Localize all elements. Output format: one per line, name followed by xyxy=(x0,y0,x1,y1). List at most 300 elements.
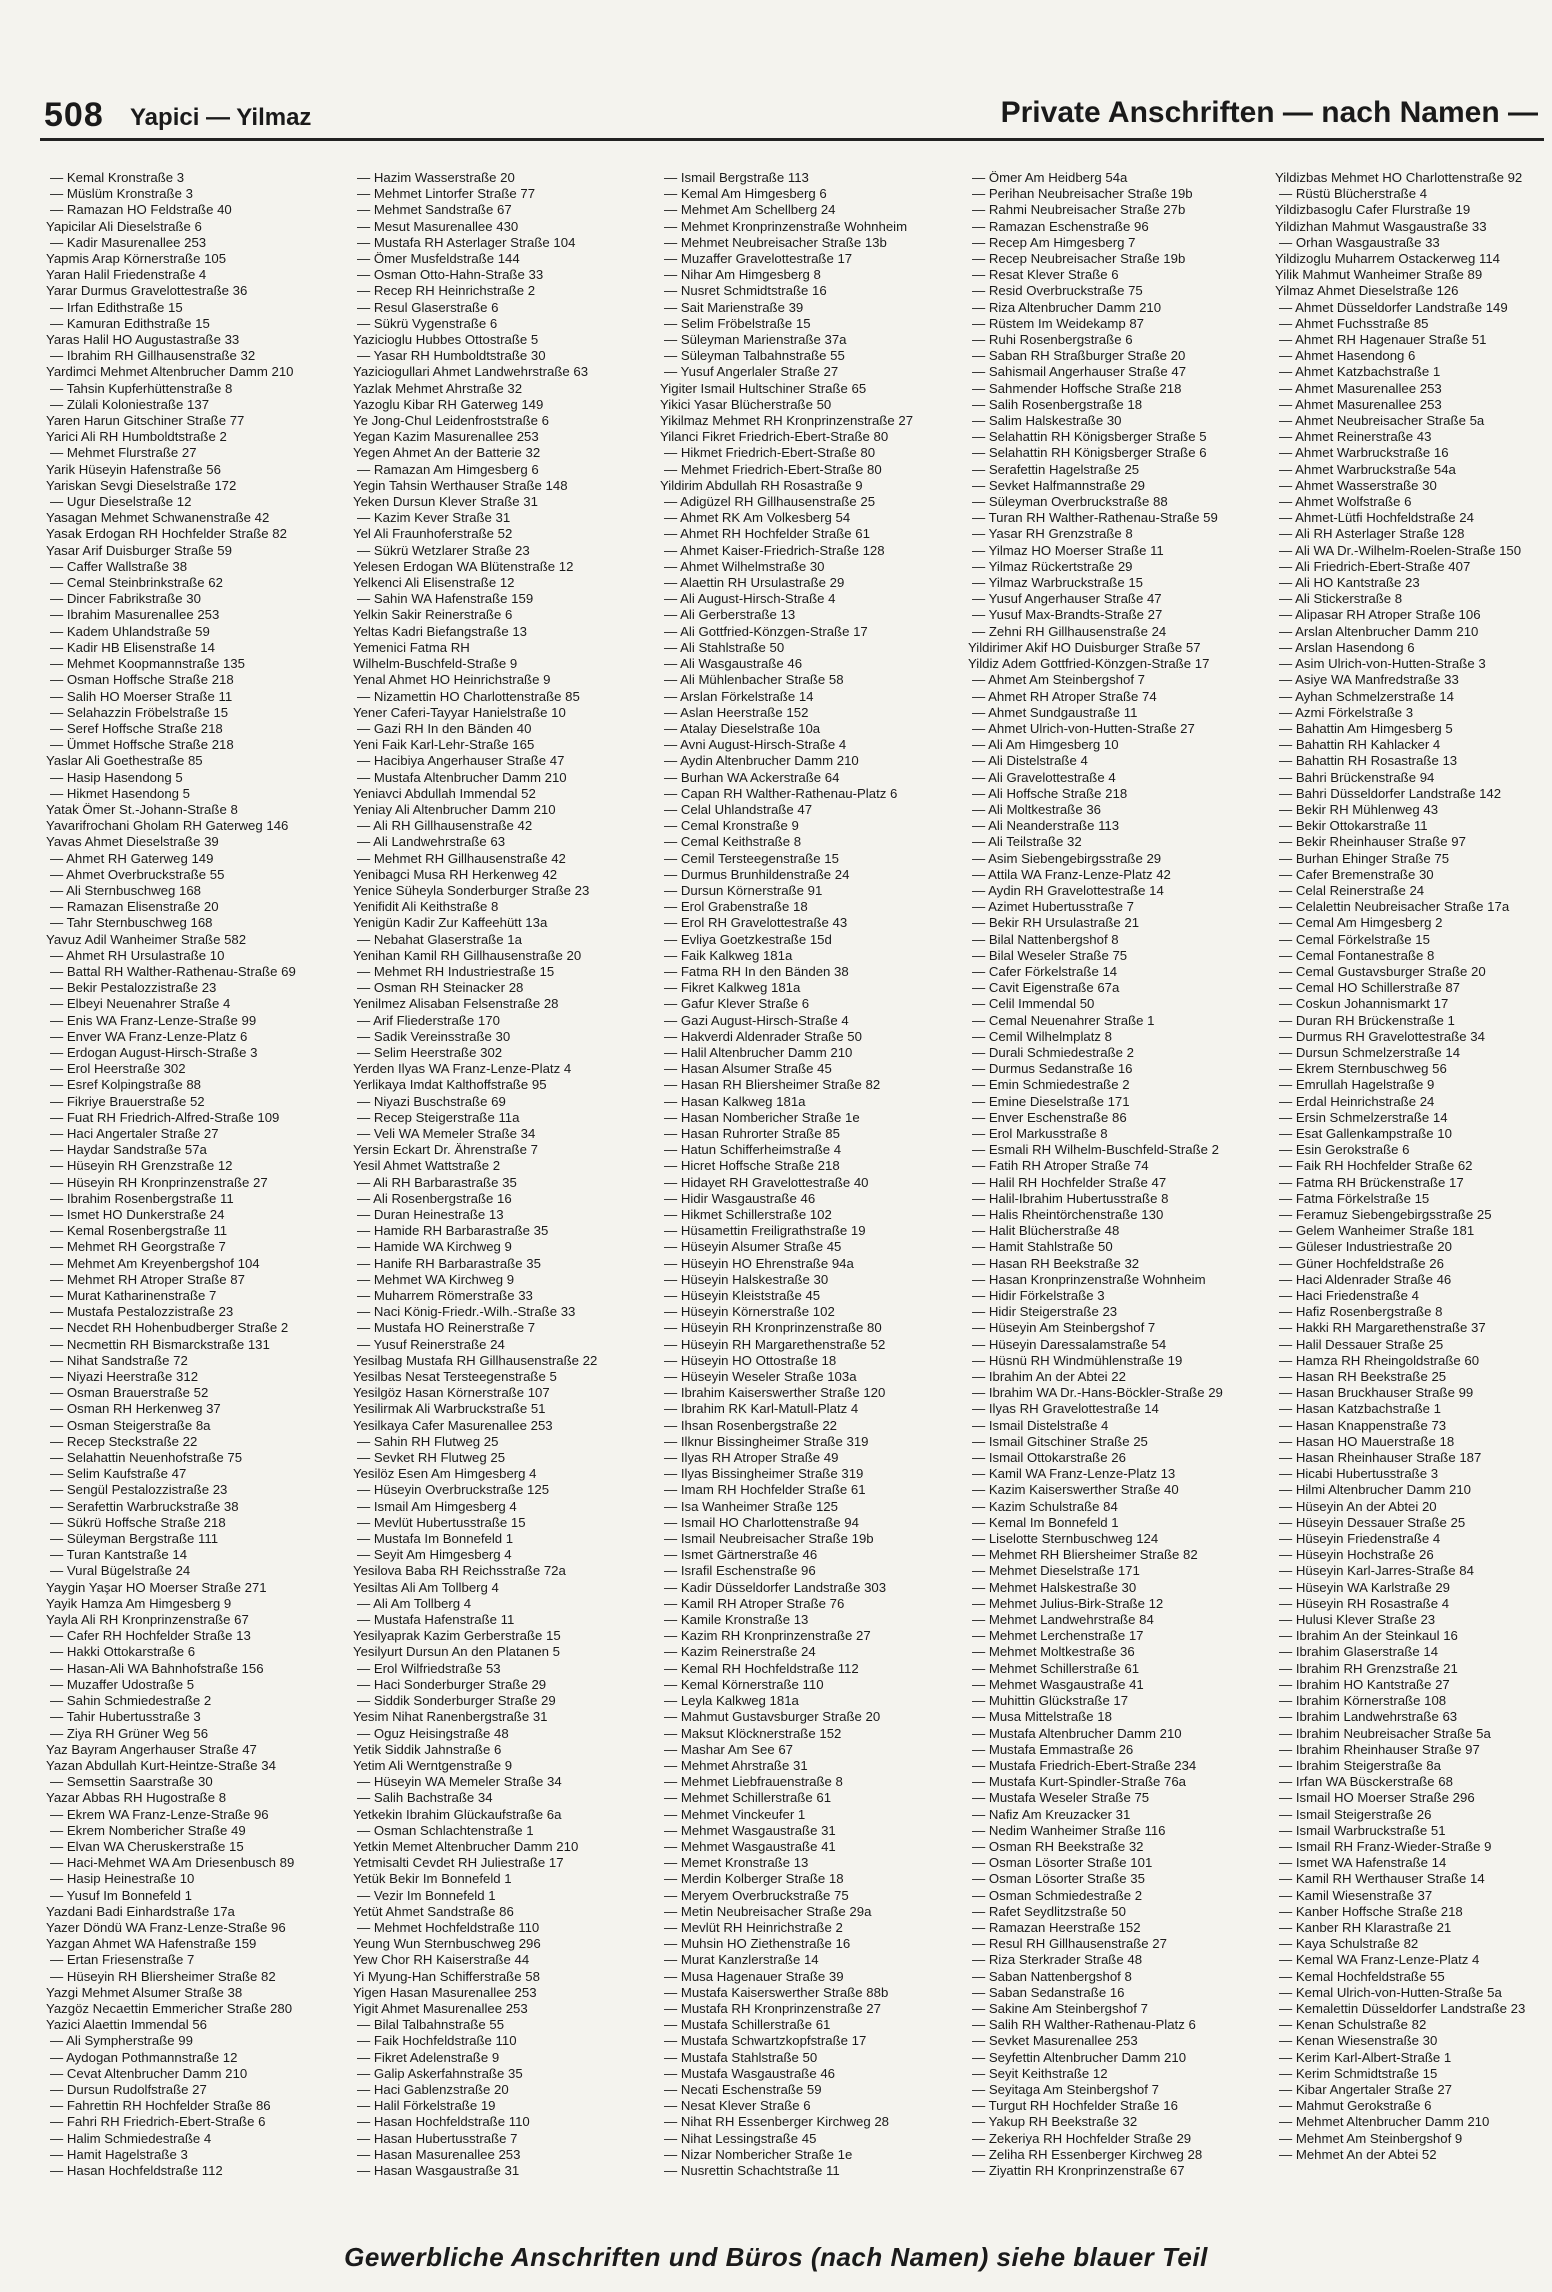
directory-entry: — Gelem Wanheimer Straße 181 xyxy=(1279,1223,1475,1239)
directory-entry: — Ali Landwehrstraße 63 xyxy=(357,834,506,850)
directory-entry: — Fatma RH In den Bänden 38 xyxy=(664,963,849,979)
directory-entry: — Mustafa Friedrich-Ebert-Straße 234 xyxy=(972,1757,1197,1773)
directory-entry: — Haci Gablenzstraße 20 xyxy=(357,2081,509,2097)
page-header xyxy=(0,0,1552,140)
directory-entry: — Hilmi Altenbrucher Damm 210 xyxy=(1279,1482,1472,1498)
directory-entry: — Alipasar RH Atroper Straße 106 xyxy=(1279,607,1481,623)
directory-entry: — Bahri Düsseldorfer Landstraße 142 xyxy=(1279,785,1502,801)
directory-entry: — Ahmet Neubreisacher Straße 5a xyxy=(1279,413,1485,429)
directory-entry: — Fahri RH Friedrich-Ebert-Straße 6 xyxy=(50,2114,266,2130)
directory-entry: — Haci Sonderburger Straße 29 xyxy=(357,1676,547,1692)
directory-entry: — Mehmet Flurstraße 27 xyxy=(50,445,197,461)
directory-entry: — Hüsnü RH Windmühlenstraße 19 xyxy=(972,1352,1183,1368)
directory-entry: Yardimci Mehmet Altenbrucher Damm 210 xyxy=(46,364,294,380)
directory-entry: — Mustafa Altenbrucher Damm 210 xyxy=(357,769,567,785)
directory-entry: — Ahmet Katzbachstraße 1 xyxy=(1279,364,1441,380)
directory-entry: — Kazim Schulstraße 84 xyxy=(972,1498,1118,1514)
directory-entry: — Ibrahim HO Kantstraße 27 xyxy=(1279,1676,1450,1692)
directory-entry: — Celil Immendal 50 xyxy=(972,996,1095,1012)
directory-column-4 xyxy=(968,170,1268,2179)
directory-entry: — Hasip Heinestraße 10 xyxy=(50,1871,195,1887)
directory-entry: Yegan Kazim Masurenallee 253 xyxy=(353,429,539,445)
directory-entry: — Aslan Heerstraße 152 xyxy=(664,704,809,720)
directory-entry: — Selim Heerstraße 302 xyxy=(357,1044,503,1060)
directory-entry: — Hasan Alsumer Straße 45 xyxy=(664,1061,832,1077)
directory-entry: — Perihan Neubreisacher Straße 19b xyxy=(972,186,1193,202)
directory-entry: — Duran Heinestraße 13 xyxy=(357,1207,504,1222)
directory-entry: — Hidayet RH Gravelottestraße 40 xyxy=(664,1174,869,1190)
directory-entry: — Galip Askerfahnstraße 35 xyxy=(357,2065,523,2081)
directory-listing xyxy=(46,170,1546,2178)
directory-entry: — Asim Ulrich-von-Hutten-Straße 3 xyxy=(1279,656,1486,672)
directory-entry: — Murat Kanzlerstraße 14 xyxy=(664,1952,819,1968)
directory-entry: Yasak Erdogan RH Hochfelder Straße 82 xyxy=(46,526,287,542)
directory-entry: — Sevket Halfmannstraße 29 xyxy=(972,477,1145,493)
directory-entry: — Mesut Masurenallee 430 xyxy=(357,218,519,234)
directory-entry: — Kadir Masurenallee 253 xyxy=(50,234,207,250)
directory-entry: — Halil Dessauer Straße 25 xyxy=(1279,1336,1444,1352)
directory-entry: — Cemal Gustavsburger Straße 20 xyxy=(1279,963,1486,979)
directory-entry: Yazan Abdullah Kurt-Heintze-Straße 34 xyxy=(46,1757,276,1773)
directory-entry: — Ibrahim WA Dr.-Hans-Böckler-Straße 29 xyxy=(972,1385,1223,1401)
directory-entry: — Necdet RH Hohenbudberger Straße 2 xyxy=(50,1320,289,1336)
directory-entry: — Selahattin RH Königsberger Straße 5 xyxy=(972,429,1207,445)
directory-entry: Yikilmaz Mehmet RH Kronprinzenstraße 27 xyxy=(660,413,914,429)
directory-entry: — Ali Gravelottestraße 4 xyxy=(972,769,1116,785)
directory-entry: — Erol Heerstraße 302 xyxy=(50,1061,186,1077)
directory-entry: — Salih Rosenbergstraße 18 xyxy=(972,396,1143,412)
directory-entry: — Salih HO Moerser Straße 11 xyxy=(50,688,233,704)
directory-entry: — Mehmet Schillerstraße 61 xyxy=(664,1790,832,1806)
directory-entry: — Capan RH Walther-Rathenau-Platz 6 xyxy=(664,785,898,801)
directory-entry: — Elvan WA Cheruskerstraße 15 xyxy=(50,1838,244,1854)
directory-entry: — Caffer Wallstraße 38 xyxy=(50,558,188,574)
directory-entry: — Ibrahim Kaiserswerther Straße 120 xyxy=(664,1385,886,1401)
directory-entry: — Zekeriya RH Hochfelder Straße 29 xyxy=(972,2130,1192,2146)
directory-entry: — Ibrahim RH Grenzstraße 21 xyxy=(1279,1660,1458,1676)
directory-entry: — Hüseyin RH Kronprinzenstraße 80 xyxy=(664,1320,882,1336)
directory-entry: — Mehmet Wasgaustraße 31 xyxy=(664,1822,836,1838)
directory-entry: — Riza Altenbrucher Damm 210 xyxy=(972,299,1162,315)
directory-entry: — Asiye WA Manfredstraße 33 xyxy=(1279,672,1459,688)
directory-entry: — Selahattin Neuenhofstraße 75 xyxy=(50,1450,243,1466)
directory-entry: — Irfan Edithstraße 15 xyxy=(50,299,183,315)
directory-entry: — Ramazan HO Feldstraße 40 xyxy=(50,202,232,218)
directory-entry: — Zülali Koloniestraße 137 xyxy=(50,396,210,412)
directory-entry: Yesilirmak Ali Warbruckstraße 51 xyxy=(353,1401,546,1417)
directory-entry: — Ali August-Hirsch-Straße 4 xyxy=(664,591,836,607)
directory-entry: — Ilyas Bissingheimer Straße 319 xyxy=(664,1466,864,1482)
directory-entry: — Kanber Hoffsche Straße 218 xyxy=(1279,1903,1463,1919)
directory-entry: — Cemil Wilhelmplatz 8 xyxy=(972,1028,1112,1044)
directory-entry: — Hamide RH Barbarastraße 35 xyxy=(357,1223,549,1239)
directory-entry: — Mustafa Kaiserswerther Straße 88b xyxy=(664,1984,889,2000)
directory-entry: — Siddik Sonderburger Straße 29 xyxy=(357,1693,556,1709)
directory-entry: — Kadem Uhlandstraße 59 xyxy=(50,623,210,639)
directory-entry: — Bilal Nattenbergshof 8 xyxy=(972,931,1119,947)
directory-entry: — Ibrahim Steigerstraße 8a xyxy=(1279,1757,1441,1773)
directory-entry: — Sahmender Hoffsche Straße 218 xyxy=(972,380,1182,396)
directory-entry: — Ramazan Am Himgesberg 6 xyxy=(357,461,539,477)
directory-entry: — Hasan Masurenallee 253 xyxy=(357,2146,521,2162)
directory-entry: — Enis WA Franz-Lenze-Straße 99 xyxy=(50,1012,257,1028)
directory-entry: — Sükrü Vygenstraße 6 xyxy=(357,315,498,331)
directory-entry: — Nizar Nombericher Straße 1e xyxy=(664,2146,853,2162)
directory-entry: — Hüsamettin Freiligrathstraße 19 xyxy=(664,1223,866,1239)
directory-entry: — Ismet WA Hafenstraße 14 xyxy=(1279,1855,1447,1871)
directory-entry: Yapicilar Ali Dieselstraße 6 xyxy=(46,218,202,234)
directory-entry: — Mustafa Weseler Straße 75 xyxy=(972,1790,1150,1806)
directory-entry: — Cevat Altenbrucher Damm 210 xyxy=(50,2065,248,2081)
directory-entry: — Niyazi Heerstraße 312 xyxy=(50,1369,199,1385)
directory-entry: — Yakup RH Beekstraße 32 xyxy=(972,2114,1138,2130)
directory-entry: Wilhelm-Buschfeld-Straße 9 xyxy=(353,656,518,672)
directory-entry: — Ahmet RH Hagenauer Straße 51 xyxy=(1279,332,1487,348)
directory-entry: — Sakine Am Steinbergshof 7 xyxy=(972,2000,1148,2016)
directory-entry: Yazdani Badi Einhardstraße 17a xyxy=(46,1903,235,1919)
directory-entry: — Ismail RH Franz-Wieder-Straße 9 xyxy=(1279,1838,1492,1854)
directory-entry: — Semsettin Saarstraße 30 xyxy=(50,1774,213,1790)
directory-entry: Yener Caferi-Tayyar Hanielstraße 10 xyxy=(353,704,566,720)
directory-entry: — Cafer Bremenstraße 30 xyxy=(1279,866,1434,882)
directory-entry: — Yilmaz HO Moerser Straße 11 xyxy=(972,542,1164,558)
directory-entry: — Mehmet Koopmannstraße 135 xyxy=(50,656,245,672)
directory-entry: — Israfil Eschenstraße 96 xyxy=(664,1563,816,1579)
directory-entry: — Elbeyi Neuenahrer Straße 4 xyxy=(50,996,231,1012)
directory-entry: — Yusuf Angerlaler Straße 27 xyxy=(664,364,839,380)
directory-entry: Yesilkaya Cafer Masurenallee 253 xyxy=(353,1417,553,1433)
directory-entry: — Salih Bachstraße 34 xyxy=(357,1790,493,1806)
directory-entry: — Güner Hochfeldstraße 26 xyxy=(1279,1255,1444,1271)
directory-entry: — Mehmet RH Gillhausenstraße 42 xyxy=(357,850,566,866)
directory-entry: — Ali Sympherstraße 99 xyxy=(50,2033,193,2049)
directory-entry: — Hüseyin Dessauer Straße 25 xyxy=(1279,1514,1466,1530)
directory-entry: — Nesat Klever Straße 6 xyxy=(664,2098,811,2114)
directory-entry: — Zeliha RH Essenberger Kirchweg 28 xyxy=(972,2146,1203,2162)
directory-entry: — Mehmet Julius-Birk-Straße 12 xyxy=(972,1595,1164,1611)
directory-entry: — Ismail Distelstraße 4 xyxy=(972,1417,1109,1433)
directory-entry: Yenilmez Alisaban Felsenstraße 28 xyxy=(353,996,559,1012)
directory-entry: — Arslan Hasendong 6 xyxy=(1279,639,1415,655)
directory-entry: Yenice Süheyla Sonderburger Straße 23 xyxy=(353,882,590,898)
directory-entry: — Burhan Ehinger Straße 75 xyxy=(1279,850,1450,866)
directory-entry: — Hüseyin An der Abtei 20 xyxy=(1279,1498,1437,1514)
directory-entry: — Hacibiya Angerhauser Straße 47 xyxy=(357,753,565,769)
directory-entry: — Mehmet RH Atroper Straße 87 xyxy=(50,1271,245,1287)
directory-entry: — Ali Stahlstraße 50 xyxy=(664,639,785,655)
directory-entry: Yelesen Erdogan WA Blütenstraße 12 xyxy=(353,558,574,574)
directory-entry: — Recep Steigerstraße 11a xyxy=(357,1109,520,1125)
directory-entry: Yenal Ahmet HO Heinrichstraße 9 xyxy=(353,672,551,688)
directory-entry: — Mehmet Dieselstraße 171 xyxy=(972,1563,1140,1579)
directory-entry: — Ibrahim An der Steinkaul 16 xyxy=(1279,1628,1458,1644)
directory-entry: — Hamit Hagelstraße 3 xyxy=(50,2146,188,2162)
directory-entry: — Mehmet Lintorfer Straße 77 xyxy=(357,186,536,202)
directory-entry: — Ali RH Asterlager Straße 128 xyxy=(1279,526,1465,542)
directory-entry: — Riza Sterkrader Straße 48 xyxy=(972,1952,1143,1968)
directory-entry: — Selim Kaufstraße 47 xyxy=(50,1466,187,1482)
directory-entry: Yasagan Mehmet Schwanenstraße 42 xyxy=(46,510,270,526)
directory-entry: — Celalettin Neubreisacher Straße 17a xyxy=(1279,899,1510,915)
directory-entry: — Hasan Knappenstraße 73 xyxy=(1279,1417,1447,1433)
directory-entry: Yatak Ömer St.-Johann-Straße 8 xyxy=(46,801,238,817)
directory-entry: — Sükrü Hoffsche Straße 218 xyxy=(50,1514,226,1530)
directory-entry: — Bekir RH Mühlenweg 43 xyxy=(1279,801,1439,817)
directory-entry: — Celal Uhlandstraße 47 xyxy=(664,801,813,817)
directory-entry: — Hüseyin RH Grenzstraße 12 xyxy=(50,1158,233,1174)
directory-entry: — Mustafa Emmastraße 26 xyxy=(972,1741,1134,1757)
directory-entry: — Hakki Ottokarstraße 6 xyxy=(50,1644,196,1660)
directory-entry: — Attila WA Franz-Lenze-Platz 42 xyxy=(972,866,1171,882)
directory-entry: — Ahmet Düsseldorfer Landstraße 149 xyxy=(1279,299,1508,315)
directory-entry: — Nihat Sandstraße 72 xyxy=(50,1352,188,1368)
directory-entry: — Esin Gerokstraße 6 xyxy=(1279,1142,1410,1158)
directory-entry: — Ali Rosenbergstraße 16 xyxy=(357,1190,512,1206)
directory-entry: — Ahmet Masurenallee 253 xyxy=(1279,380,1442,396)
directory-entry: — Kenan Schulstraße 82 xyxy=(1279,2017,1427,2033)
directory-entry: — Ali Mühlenbacher Straße 58 xyxy=(664,672,844,688)
directory-entry: — Kazim Kaiserswerther Straße 40 xyxy=(972,1482,1179,1498)
directory-entry: Yaslar Ali Goethestraße 85 xyxy=(46,753,203,769)
directory-entry: — Rüstem Im Weidekamp 87 xyxy=(972,315,1144,331)
directory-entry: Yaras Halil HO Augustastraße 33 xyxy=(46,332,240,348)
directory-entry: — Osman RH Beekstraße 32 xyxy=(972,1838,1144,1854)
directory-entry: — Hasan-Ali WA Bahnhofstraße 156 xyxy=(50,1660,264,1676)
directory-entry: — Avni August-Hirsch-Straße 4 xyxy=(664,737,847,753)
directory-entry: Yasar Arif Duisburger Straße 59 xyxy=(46,542,232,558)
directory-entry: — Mustafa Im Bonnefeld 1 xyxy=(357,1531,514,1547)
directory-entry: — Rüstü Blücherstraße 4 xyxy=(1279,186,1428,202)
directory-entry: — Hikmet Hasendong 5 xyxy=(50,785,191,801)
directory-column-3 xyxy=(660,170,960,2179)
directory-entry: Yesiltas Ali Am Tollberg 4 xyxy=(353,1579,499,1595)
directory-entry: Yilanci Fikret Friedrich-Ebert-Straße 80 xyxy=(660,429,889,445)
directory-entry: — Ramazan Heerstraße 152 xyxy=(972,1919,1141,1935)
directory-entry: — Yusuf Max-Brandts-Straße 27 xyxy=(972,607,1163,623)
directory-entry: — Mehmet Sandstraße 67 xyxy=(357,202,512,218)
directory-entry: — Tahr Sternbuschweg 168 xyxy=(50,915,213,931)
directory-entry: Yenihan Kamil RH Gillhausenstraße 20 xyxy=(353,947,582,963)
directory-entry: — Ali Hoffsche Straße 218 xyxy=(972,785,1128,801)
directory-entry: — Cafer RH Hochfelder Straße 13 xyxy=(50,1628,251,1644)
directory-entry: — Ilyas RH Gravelottestraße 14 xyxy=(972,1401,1159,1417)
directory-entry: — Ahmet Wasserstraße 30 xyxy=(1279,477,1437,493)
directory-entry: — Haci-Mehmet WA Am Driesenbusch 89 xyxy=(50,1855,295,1871)
directory-entry: — Hüseyin Kleiststraße 45 xyxy=(664,1288,821,1304)
directory-entry: — Yilmaz Rückertstraße 29 xyxy=(972,558,1133,574)
directory-entry: — Mashar Am See 67 xyxy=(664,1741,794,1757)
directory-entry: — Durmus Brunhildenstraße 24 xyxy=(664,866,850,882)
directory-entry: — Mehmet RH Bliersheimer Straße 82 xyxy=(972,1547,1198,1563)
directory-entry: — Sevket RH Flutweg 25 xyxy=(357,1450,506,1466)
directory-entry: — Emrullah Hagelstraße 9 xyxy=(1279,1077,1435,1093)
directory-entry: Ye Jong-Chul Leidenfroststraße 6 xyxy=(353,413,549,429)
directory-entry: — Dursun Rudolfstraße 27 xyxy=(50,2081,207,2097)
directory-entry: — Hasan RH Bliersheimer Straße 82 xyxy=(664,1077,881,1093)
directory-entry: — Halil Altenbrucher Damm 210 xyxy=(664,1044,853,1060)
directory-entry: — Kemal Im Bonnefeld 1 xyxy=(972,1514,1119,1530)
directory-entry: Yenifidit Ali Keithstraße 8 xyxy=(353,899,499,915)
directory-entry: — Hüseyin Friedenstraße 4 xyxy=(1279,1531,1441,1547)
directory-entry: — Mehmet Halskestraße 30 xyxy=(972,1579,1137,1595)
directory-entry: — Haci Friedenstraße 4 xyxy=(1279,1288,1419,1304)
directory-entry: — Ibrahim Masurenallee 253 xyxy=(50,607,220,623)
directory-entry: — Enver WA Franz-Lenze-Platz 6 xyxy=(50,1028,248,1044)
directory-entry: — Ali Stickerstraße 8 xyxy=(1279,591,1403,607)
directory-entry: — Hasan Katzbachstraße 1 xyxy=(1279,1401,1441,1417)
directory-entry: — Yusuf Reinerstraße 24 xyxy=(357,1336,505,1352)
directory-entry: Yetik Siddik Jahnstraße 6 xyxy=(353,1741,502,1757)
directory-entry: Yazgi Mehmet Alsumer Straße 38 xyxy=(46,1984,243,2000)
directory-entry: — Mehmet Wasgaustraße 41 xyxy=(972,1676,1144,1692)
directory-entry: Yarici Ali RH Humboldtstraße 2 xyxy=(46,429,227,445)
directory-entry: — Leyla Kalkweg 181a xyxy=(664,1693,799,1709)
directory-entry: — Sükrü Wetzlarer Straße 23 xyxy=(357,542,530,558)
directory-entry: — Ahmet RH Hochfelder Straße 61 xyxy=(664,526,870,542)
directory-column-1 xyxy=(46,170,346,2179)
directory-entry: Yazicioglu Hubbes Ottostraße 5 xyxy=(353,332,539,348)
directory-entry: — Feramuz Siebengebirgsstraße 25 xyxy=(1279,1207,1492,1222)
directory-entry: — Seyit Keithstraße 12 xyxy=(972,2065,1108,2081)
directory-entry: Yavuz Adil Wanheimer Straße 582 xyxy=(46,931,247,947)
directory-entry: — Nedim Wanheimer Straße 116 xyxy=(972,1822,1166,1838)
directory-entry: — Ahmet RH Ursulastraße 10 xyxy=(50,947,225,963)
directory-entry: Yazlak Mehmet Ahrstraße 32 xyxy=(353,380,523,396)
directory-entry: Yetim Ali Werntgenstraße 9 xyxy=(353,1757,513,1773)
directory-entry: — Kemal WA Franz-Lenze-Platz 4 xyxy=(1279,1952,1480,1968)
directory-entry: — Mehmet Vinckeufer 1 xyxy=(664,1806,806,1822)
directory-entry: — Mustafa Wasgaustraße 46 xyxy=(664,2065,836,2081)
directory-entry: — Celal Reinerstraße 24 xyxy=(1279,882,1425,898)
name-range: Yapici — Yilmaz xyxy=(130,104,312,131)
directory-entry: — Bekir Pestalozzistraße 23 xyxy=(50,980,217,996)
directory-entry: — Sevket Masurenallee 253 xyxy=(972,2033,1138,2049)
directory-entry: — Ali Distelstraße 4 xyxy=(972,753,1088,769)
directory-entry: — Irfan WA Büsckerstraße 68 xyxy=(1279,1774,1453,1790)
directory-entry: Yariskan Sevgi Dieselstraße 172 xyxy=(46,477,237,493)
directory-entry: — Sait Marienstraße 39 xyxy=(664,299,804,315)
directory-entry: — Mehmet Moltkestraße 36 xyxy=(972,1644,1135,1660)
directory-entry: — Fuat RH Friedrich-Alfred-Straße 109 xyxy=(50,1109,280,1125)
directory-entry: — Mustafa Schwartzkopfstraße 17 xyxy=(664,2033,867,2049)
directory-entry: — Ismail Am Himgesberg 4 xyxy=(357,1498,517,1514)
directory-entry: — Ruhi Rosenbergstraße 6 xyxy=(972,332,1133,348)
directory-entry: — Vezir Im Bonnefeld 1 xyxy=(357,1887,496,1903)
directory-entry: — Arslan Altenbrucher Damm 210 xyxy=(1279,623,1479,639)
directory-entry: — Ümmet Hoffsche Straße 218 xyxy=(50,737,234,753)
directory-entry: — Hüseyin Hochstraße 26 xyxy=(1279,1547,1434,1563)
directory-entry: — Arif Fliederstraße 170 xyxy=(357,1012,500,1028)
directory-entry: — Seyitaga Am Steinbergshof 7 xyxy=(972,2081,1159,2097)
directory-entry: — Battal RH Walther-Rathenau-Straße 69 xyxy=(50,963,296,979)
directory-entry: Yeni Faik Karl-Lehr-Straße 165 xyxy=(353,737,535,753)
directory-entry: Yesim Nihat Ranenbergstraße 31 xyxy=(353,1709,548,1725)
directory-entry: — Duran RH Brückenstraße 1 xyxy=(1279,1012,1455,1028)
header-rule xyxy=(40,138,1544,141)
directory-entry: — Ali Wasgaustraße 46 xyxy=(664,656,803,672)
directory-entry: — Yusuf Angerhauser Straße 47 xyxy=(972,591,1162,607)
directory-entry: — Ibrahim Neubreisacher Straße 5a xyxy=(1279,1725,1491,1741)
directory-entry: — Ali Sternbuschweg 168 xyxy=(50,882,202,898)
directory-entry: — Ahmet Reinerstraße 43 xyxy=(1279,429,1432,445)
directory-entry: — Durali Schmiedestraße 2 xyxy=(972,1044,1134,1060)
directory-entry: Yigen Hasan Masurenallee 253 xyxy=(353,1984,537,2000)
directory-entry: — Hulusi Klever Straße 23 xyxy=(1279,1612,1436,1628)
directory-entry: — Muhsin HO Ziethenstraße 16 xyxy=(664,1936,851,1952)
directory-entry: — Resul Glaserstraße 6 xyxy=(357,299,499,315)
directory-entry: — Kazim Kever Straße 31 xyxy=(357,510,511,526)
directory-entry: — Kamil RH Werthauser Straße 14 xyxy=(1279,1871,1485,1887)
directory-entry: — Halil RH Hochfelder Straße 47 xyxy=(972,1174,1167,1190)
directory-entry: — Ahmet RK Am Volkesberg 54 xyxy=(664,510,851,526)
directory-entry: — Mehmet Wasgaustraße 41 xyxy=(664,1838,836,1854)
directory-entry: — Sahin Schmiedestraße 2 xyxy=(50,1693,212,1709)
directory-entry: — Aydin Altenbrucher Damm 210 xyxy=(664,753,859,769)
directory-entry: — Ahmet Overbruckstraße 55 xyxy=(50,866,225,882)
directory-entry: — Mevlüt RH Heinrichstraße 2 xyxy=(664,1919,843,1935)
directory-entry: — Halit Blücherstraße 48 xyxy=(972,1223,1120,1239)
directory-entry: — Turan RH Walther-Rathenau-Straße 59 xyxy=(972,510,1218,526)
directory-entry: — Saban Sedanstraße 16 xyxy=(972,1984,1125,2000)
directory-entry: — Ibrahim RK Karl-Matull-Platz 4 xyxy=(664,1401,859,1417)
directory-entry: — Mehmet Landwehrstraße 84 xyxy=(972,1612,1154,1628)
directory-entry: Yersin Eckart Dr. Ährenstraße 7 xyxy=(353,1142,538,1158)
directory-entry: — Hüseyin WA Karlstraße 29 xyxy=(1279,1579,1451,1595)
directory-entry: — Kamil Wiesenstraße 37 xyxy=(1279,1887,1433,1903)
directory-entry: — Osman RH Herkenweg 37 xyxy=(50,1401,221,1417)
directory-entry: — Ismail Ottokarstraße 26 xyxy=(972,1450,1126,1466)
directory-entry: — Erdogan August-Hirsch-Straße 3 xyxy=(50,1044,258,1060)
directory-entry: — Ibrahim Glaserstraße 14 xyxy=(1279,1644,1439,1660)
directory-entry: — Kemal Kronstraße 3 xyxy=(50,170,185,185)
directory-entry: — Esat Gallenkampstraße 10 xyxy=(1279,1125,1452,1141)
directory-entry: Yapmis Arap Körnerstraße 105 xyxy=(46,251,227,267)
directory-entry: — Hazim Wasserstraße 20 xyxy=(357,170,515,185)
directory-entry: — Ali Teilstraße 32 xyxy=(972,834,1082,850)
directory-entry: — Hasan Hochfeldstraße 110 xyxy=(357,2114,530,2130)
directory-entry: — Niyazi Buschstraße 69 xyxy=(357,1093,506,1109)
directory-entry: — Mustafa RH Asterlager Straße 104 xyxy=(357,234,576,250)
directory-entry: — Nusret Schmidtstraße 16 xyxy=(664,283,827,299)
directory-entry: — Hasan Kalkweg 181a xyxy=(664,1093,806,1109)
directory-entry: — Mehmet RH Industriestraße 15 xyxy=(357,963,555,979)
directory-entry: — Osman Schlachtenstraße 1 xyxy=(357,1822,534,1838)
directory-entry: — Dursun Schmelzerstraße 14 xyxy=(1279,1044,1461,1060)
directory-entry: — Turgut RH Hochfelder Straße 16 xyxy=(972,2098,1178,2114)
directory-entry: — Burhan WA Ackerstraße 64 xyxy=(664,769,840,785)
directory-entry: — Halil Förkelstraße 19 xyxy=(357,2098,496,2114)
directory-entry: — Kerim Karl-Albert-Straße 1 xyxy=(1279,2049,1452,2065)
directory-entry: — Mehmet RH Georgstraße 7 xyxy=(50,1239,226,1255)
directory-entry: — Mustafa RH Kronprinzenstraße 27 xyxy=(664,2000,881,2016)
directory-entry: Yeniavci Abdullah Immendal 52 xyxy=(353,785,536,801)
directory-entry: — Cemal Kronstraße 9 xyxy=(664,818,799,834)
directory-entry: — Mehmet Schillerstraße 61 xyxy=(972,1660,1140,1676)
directory-entry: Yesilyurt Dursun An den Platanen 5 xyxy=(353,1644,560,1660)
directory-entry: Yazoglu Kibar RH Gaterweg 149 xyxy=(353,396,544,412)
directory-column-2 xyxy=(353,170,653,2179)
directory-entry: Yegin Tahsin Werthauser Straße 148 xyxy=(353,477,568,493)
directory-entry: — Faik RH Hochfelder Straße 62 xyxy=(1279,1158,1473,1174)
directory-entry: — Azmi Förkelstraße 3 xyxy=(1279,704,1414,720)
directory-entry: — Ahmet Hasendong 6 xyxy=(1279,348,1416,364)
directory-entry: — Mehmet Altenbrucher Damm 210 xyxy=(1279,2114,1490,2130)
directory-entry: — Hasan Wasgaustraße 31 xyxy=(357,2162,520,2178)
directory-entry: — Kazim Reinerstraße 24 xyxy=(664,1644,816,1660)
directory-entry: — Muzaffer Gravelottestraße 17 xyxy=(664,251,853,267)
directory-entry: Yayla Ali RH Kronprinzenstraße 67 xyxy=(46,1612,249,1628)
directory-entry: — Mevlüt Hubertusstraße 15 xyxy=(357,1514,526,1530)
